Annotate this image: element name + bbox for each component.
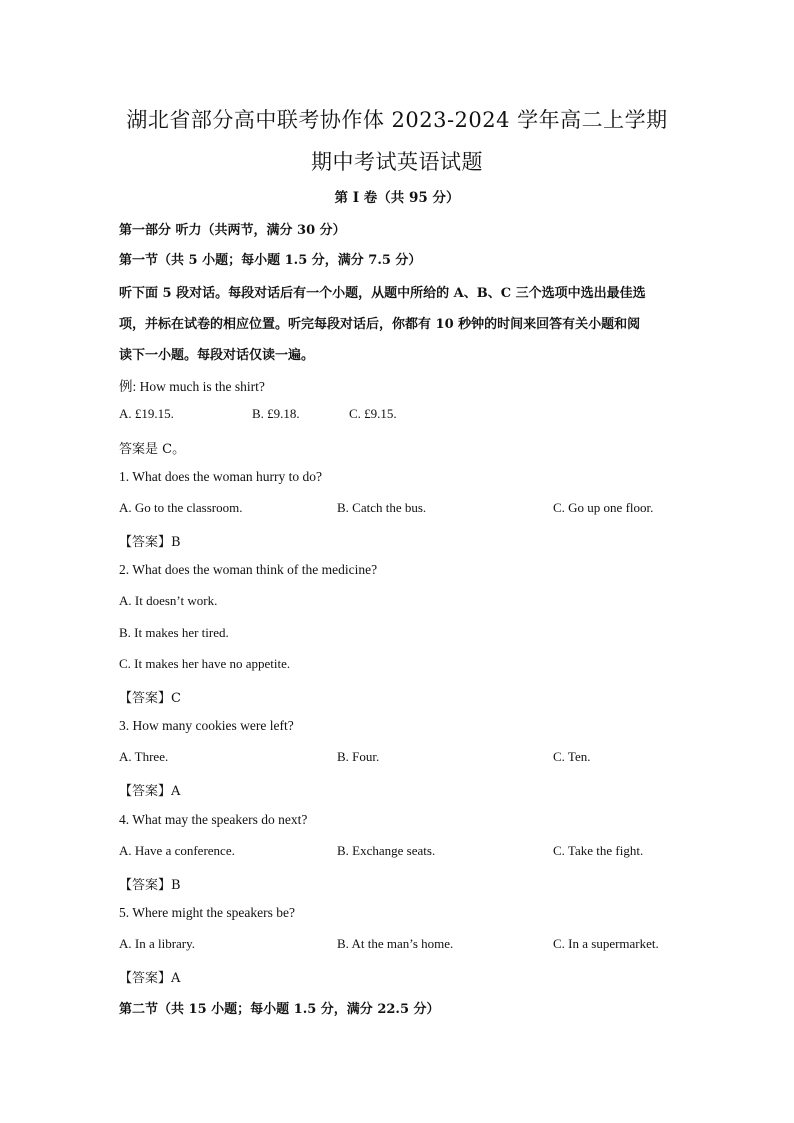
question-answer: 【答案】C: [119, 691, 181, 706]
question-option: B. It makes her tired.: [119, 625, 229, 640]
section2-heading: 第二节（共 15 小题；每小题 1.5 分，满分 22.5 分）: [119, 1002, 440, 1017]
instructions-line-1: 听下面 5 段对话。每段对话后有一个小题，从题中所给的 A、B、C 三个选项中选出最佳选: [119, 286, 646, 301]
section1-heading: 第一节（共 5 小题；每小题 1.5 分，满分 7.5 分）: [119, 253, 422, 268]
question-option: A. In a library.: [119, 936, 196, 951]
part1-heading: 第一部分 听力（共两节，满分 30 分）: [119, 223, 346, 238]
question-stem: 2. What does the woman think of the medicine?: [119, 562, 378, 577]
volume-heading: 第 I 卷（共 95 分）: [334, 190, 460, 206]
question-answer: 【答案】B: [119, 535, 181, 550]
question-option: A. Go to the classroom.: [119, 500, 243, 515]
question-option: A. Have a conference.: [119, 843, 235, 858]
instructions-line-2: 项，并标在试卷的相应位置。听完每段对话后，你都有 10 秒钟的时间来回答有关小题和阅: [119, 317, 641, 332]
question-stem: 3. How many cookies were left?: [119, 718, 294, 733]
question-option: B. At the man’s home.: [337, 936, 454, 951]
question-option: C. Ten.: [553, 749, 591, 764]
question-option: B. Exchange seats.: [337, 843, 436, 858]
question-answer: 【答案】A: [119, 784, 181, 799]
document-title-line-1: 湖北省部分高中联考协作体 2023-2024 学年高二上学期: [126, 108, 668, 132]
example-option-b: B. £9.18.: [252, 406, 300, 421]
question-stem: 1. What does the woman hurry to do?: [119, 469, 322, 484]
example-question: 例: How much is the shirt?: [119, 379, 265, 394]
question-answer: 【答案】B: [119, 878, 181, 893]
example-option-c: C. £9.15.: [349, 406, 397, 421]
question-option: A. It doesn’t work.: [119, 593, 218, 608]
document-title-line-2: 期中考试英语试题: [311, 150, 483, 174]
question-option: C. It makes her have no appetite.: [119, 656, 291, 671]
question-option: C. Go up one floor.: [553, 500, 654, 515]
instructions-line-3: 读下一小题。每段对话仅读一遍。: [119, 348, 315, 363]
question-option: C. Take the fight.: [553, 843, 644, 858]
question-option: A. Three.: [119, 749, 169, 764]
question-stem: 4. What may the speakers do next?: [119, 812, 308, 827]
question-option: B. Catch the bus.: [337, 500, 427, 515]
example-option-a: A. £19.15.: [119, 406, 174, 421]
question-stem: 5. Where might the speakers be?: [119, 905, 295, 920]
question-answer: 【答案】A: [119, 971, 181, 986]
question-option: B. Four.: [337, 749, 380, 764]
example-answer: 答案是 C。: [119, 442, 186, 457]
question-option: C. In a supermarket.: [553, 936, 659, 951]
